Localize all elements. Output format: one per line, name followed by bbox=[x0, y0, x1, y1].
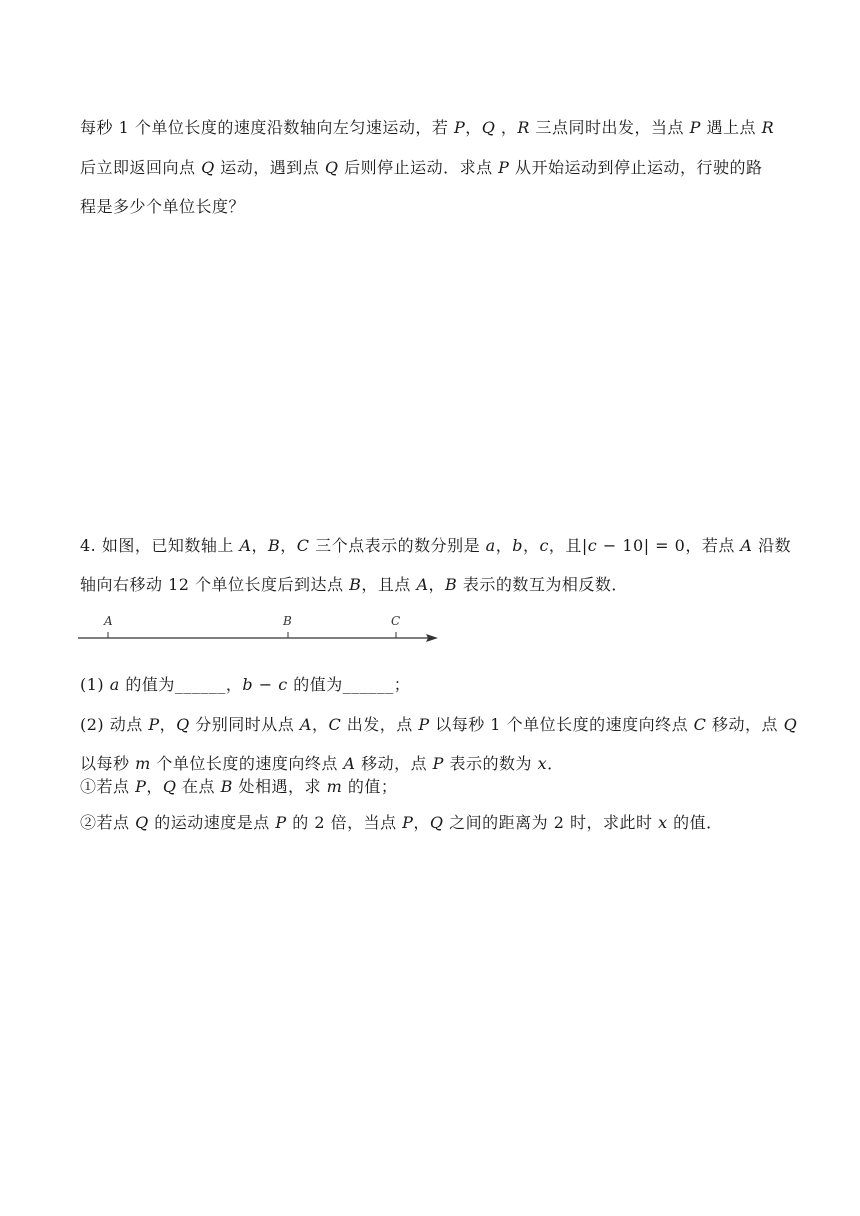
problem3-text-line-2: 后立即返回向点 𝑄 运动，遇到点 𝑄 后则停止运动．求点 𝑃 从开始运动到停止运动，行驶的路 bbox=[80, 158, 763, 177]
problem3-text-line-3: 程是多少个单位长度？ bbox=[80, 197, 246, 216]
problem3-text-line-1: 每秒 1 个单位长度的速度沿数轴向左匀速运动，若 𝑃，𝑄 ，𝑅 三点同时出发，当点 𝑃 遇上点 𝑅 bbox=[80, 118, 775, 137]
point-label-a: A bbox=[104, 614, 113, 628]
point-label-b: B bbox=[283, 614, 292, 628]
sub-question-2-part-2: ②若点 𝑄 的运动速度是点 𝑃 的 2 倍，当点 𝑃，𝑄 之间的距离为 2 时，求此时 𝑥 的值． bbox=[80, 813, 723, 832]
sub-question-2-line-1: (2) 动点 𝑃，𝑄 分别同时从点 𝐴，𝐶 出发，点 𝑃 以每秒 1 个单位长度的速度向终点 𝐶 移动，点 𝑄 bbox=[80, 715, 798, 734]
sub-question-2-line-2: 以每秒 𝑚 个单位长度的速度向终点 𝐴 移动，点 𝑃 表示的数为 𝑥． bbox=[80, 754, 564, 773]
sub-question-2-part-1: ①若点 𝑃，𝑄 在点 𝐵 处相遇，求 𝑚 的值； bbox=[80, 777, 398, 796]
sub-question-1: (1) 𝑎 的值为______，𝑏 − 𝑐 的值为______； bbox=[80, 675, 411, 694]
problem4-stem-line-2: 轴向右移动 12 个单位长度后到达点 𝐵，且点 𝐴，𝐵 表示的数互为相反数． bbox=[80, 575, 628, 594]
point-label-c: C bbox=[391, 614, 401, 628]
problem4-stem-line-1: 4. 如图，已知数轴上 𝐴，𝐵，𝐶 三个点表示的数分别是 𝑎，𝑏，𝑐，且|𝑐 − 10| = 0，若点 𝐴 沿数 bbox=[80, 536, 792, 555]
number-line-figure bbox=[76, 608, 442, 648]
